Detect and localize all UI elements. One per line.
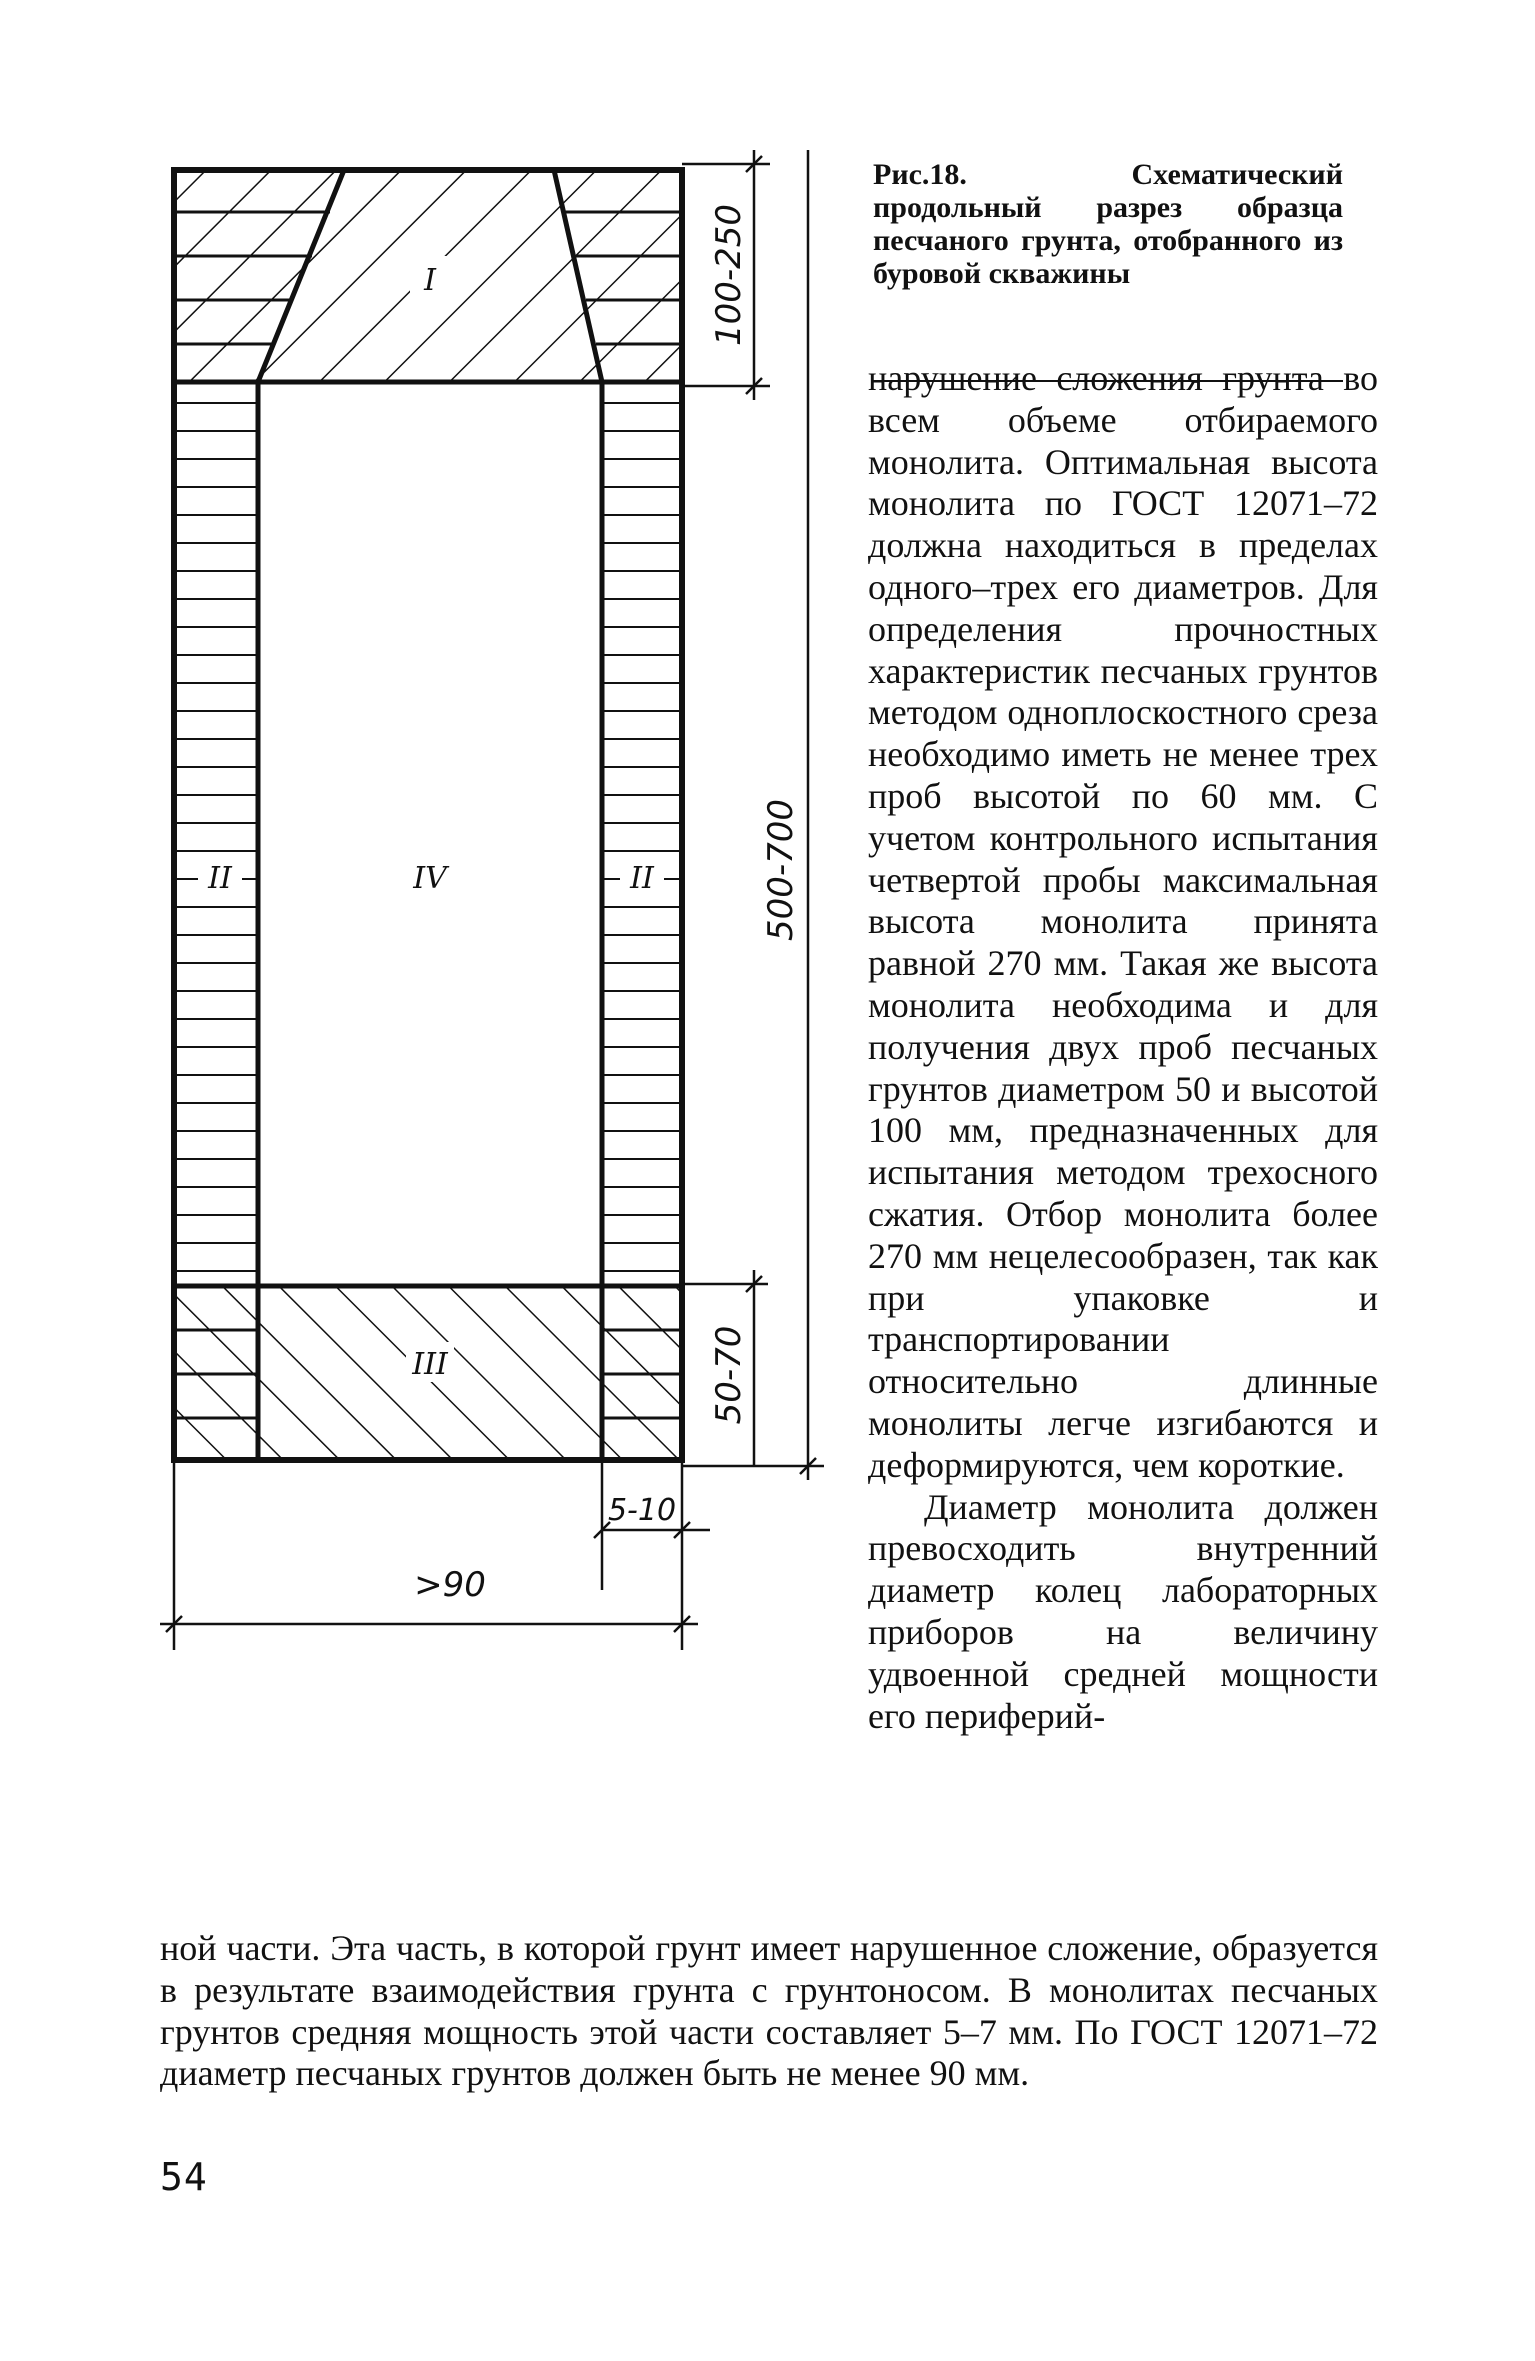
paragraph-full-width: ной части. Эта часть, в которой грунт имеет нарушенное сложение, образуется в результате взаимодействия грунта с грунтоносом. В монолитах песчаных грунтов средняя мощность этой части составляет 5–7 мм. По ГОСТ 12071–72 диаметр песчаных грунтов должен быть не менее 90 мм. <box>160 1928 1378 2094</box>
dimension-wall-thickness <box>594 1460 710 1650</box>
dim-label-diameter: >90 <box>414 1565 486 1605</box>
page-number: 54 <box>160 2155 208 2199</box>
paragraph-2: Диаметр монолита должен превосходить внутренний диаметр колец лабораторных приборов на величину удвоенной средней мощности его периферий- <box>868 1486 1378 1736</box>
dim-label-wall-thickness: 5-10 <box>607 1493 677 1528</box>
soil-sample-section-figure <box>160 150 840 1890</box>
zone-side-wall-right <box>602 382 682 1286</box>
figure-caption: Рис.18. Схематический продольный разрез образца песчаного грунта, отобранного из буровой скважины <box>873 158 1343 290</box>
dim-label-top-height: 100-250 <box>709 203 749 347</box>
label-zone-II-left: II <box>208 861 232 896</box>
zone-side-wall-left <box>174 382 258 1286</box>
label-zone-II-right: II <box>630 861 654 896</box>
label-zone-I: I <box>424 263 436 298</box>
label-zone-III: III <box>412 1347 448 1382</box>
zone-center <box>258 382 602 1286</box>
dim-label-middle-height: 500-700 <box>761 798 801 942</box>
dim-label-bottom-height: 50-70 <box>709 1325 749 1425</box>
side-text-column <box>868 358 1378 1737</box>
paragraph-1: нарушение сложения грунта во всем объеме отбираемого монолита. Оптимальная высота монолита по ГОСТ 12071–72 должна находиться в пределах одного–трех его диаметров. Для определения прочностных характеристик песчаных грунтов методом одноплоскостного среза необходимо иметь не менее трех проб высотой по 60 мм. С учетом контрольного испытания четвертой пробы максимальная высота монолита принята равной 270 мм. Такая же высота монолита необходима и для получения двух проб песчаных грунтов диаметром 50 и высотой 100 мм, предназначенных для испытания методом трехосного сжатия. Отбор монолита более 270 мм нецелесообразен, так как при упаковке и транспортировании относительно длинные монолиты легче изгибаются и деформируются, чем короткие. <box>868 358 1378 1485</box>
dimension-diameter <box>160 1460 698 1650</box>
label-zone-IV: IV <box>413 861 447 896</box>
